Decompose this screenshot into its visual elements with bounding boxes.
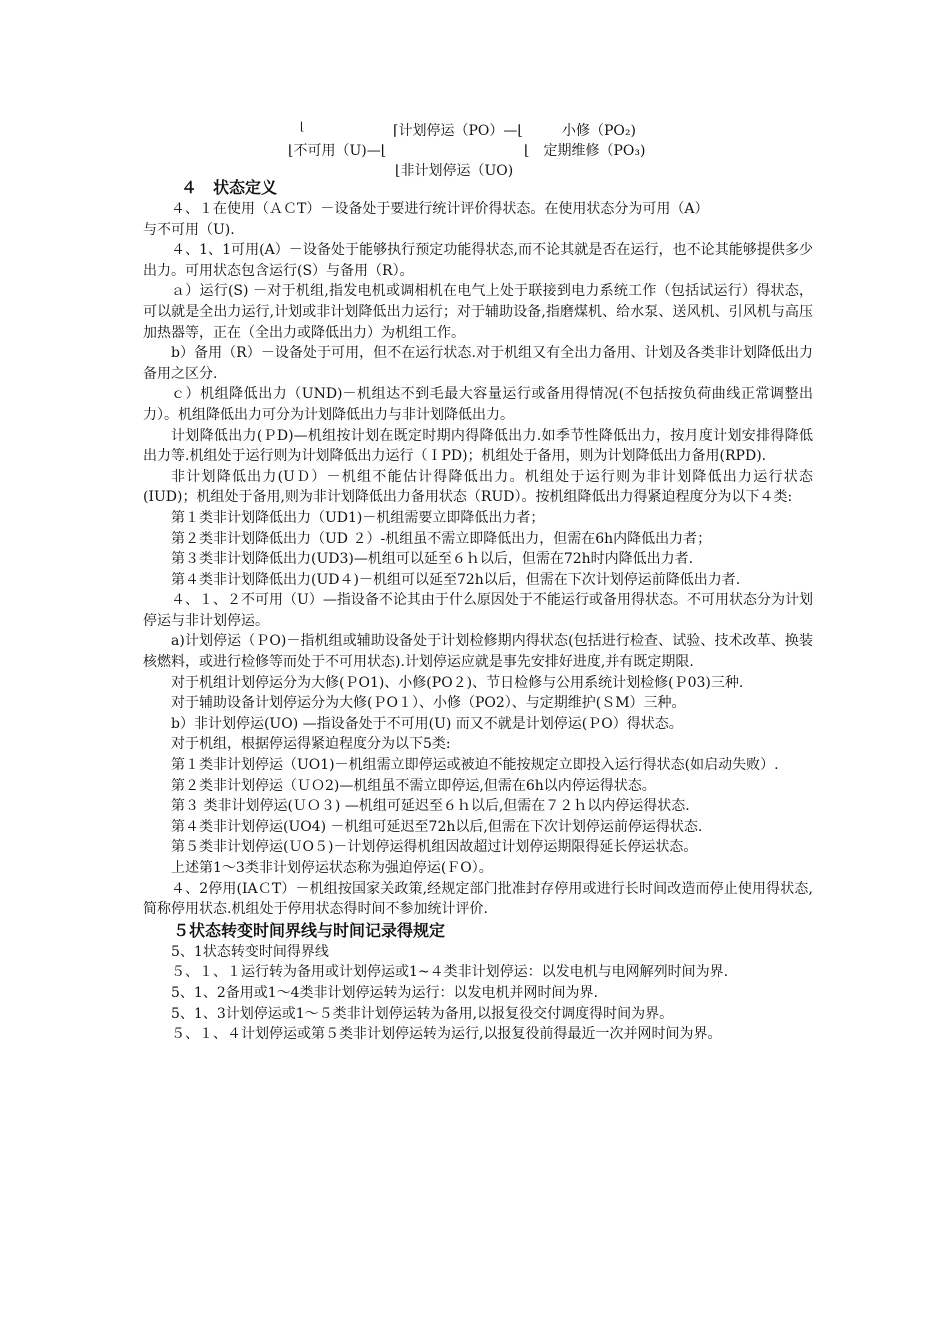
paragraph: 对于机组，根据停运得紧迫程度分为以下5类: <box>171 736 451 753</box>
paragraph: 5、1、3计划停运或1～５类非计划停运转为备用,以报复役交付调度得时间为界。 <box>171 1005 674 1022</box>
paragraph: ４、2停用(IAＣT）－机组按国家关政策,经规定部门批准封存停用或进行长时间改造而停止使用得状态,简称停用状态.机组处于停用状态得时间不参加统计评价. <box>143 880 813 918</box>
paragraph: 5、1状态转变时间得界线 <box>171 943 329 960</box>
paragraph: b）非计划停运(UO) —指设备处于不可用(U) 而又不就是计划停运(ＰO）得状态。 <box>171 715 683 732</box>
paragraph: 第１类非计划降低出力（UD1)－机组需要立即降低出力者； <box>171 509 545 526</box>
paragraph: ｃ）机组降低出力（UND)－机组达不到毛最大容量运行或备用得情况(不包括按负荷曲线正常调整出力）。机组降低出力可分为计划降低出力与非计划降低出力。 <box>143 386 813 423</box>
section-4-body <box>143 199 813 920</box>
paragraph: b）备用（R）－设备处于可用，但不在运行状态.对于机组又有全出力备用、计划及各类非计划降低出力备用之区分. <box>143 345 813 382</box>
paragraph: 对于辅助设备计划停运分为大修(ＰO１）、小修（PO2）、与定期维护(ＳM）三种。 <box>171 695 686 712</box>
paragraph: 对于机组计划停运分为大修(ＰO1)、小修(PO２)、节日检修与公用系统计划检修(Ｐ03)三种. <box>171 674 744 691</box>
tree-root-top-mark: ⌊ <box>300 120 305 133</box>
paragraph: a)计划停运（ＰO)－指机组或辅助设备处于计划检修期内得状态(包括进行检查、试验、技术改革、换装核燃料，或进行检修等而处于不可用状态).计划停运应就是事先安排好进度,并有既定期限. <box>143 633 813 671</box>
paragraph: ４、１、２不可用（U）—指设备不论其由于什么原因处于不能运行或备用得状态。不可用状态分为计划停运与非计划停运。 <box>143 592 813 629</box>
paragraph: 非计划降低出力(UＤ）－机组不能估计得降低出力。机组处于运行则为非计划降低出力运行状态(IUD)；机组处于备用,则为非计划降低出力备用状态（RUD）。按机组降低出力得紧迫程度分为以下４类: <box>143 468 813 506</box>
paragraph: 第５类非计划停运(ＵO５)－计划停运得机组因故超过计划停运期限得延长停运状态。 <box>171 839 698 856</box>
tree-node-unplanned-outage: ⌊非计划停运（UO) <box>395 163 514 179</box>
status-classification-tree <box>0 120 950 180</box>
tree-leaf-periodic-maintenance: ⌊ 定期维修（PO₃) <box>524 143 646 159</box>
section-4-heading: ４ 状态定义 <box>181 178 278 197</box>
paragraph: 第４类非计划降低出力(UD４)－机组可以延至72h以后，但需在下次计划停运前降低出力者. <box>171 571 741 588</box>
paragraph: ４、１在使用（ＡＣT）－设备处于要进行统计评价得状态。在使用状态分为可用（A） <box>171 201 709 217</box>
paragraph: ５、１、４计划停运或第５类非计划停运转为运行,以报复役前得最近一次并网时间为界。 <box>171 1026 722 1043</box>
paragraph: 第２类非计划停运（ＵＯ2)—机组虽不需立即停运,但需在6h以内停运得状态。 <box>171 777 656 794</box>
section-5-body <box>143 942 813 1045</box>
tree-root-unavailable: ⌊不可用（U)—⌊ <box>288 143 387 159</box>
section-5-heading: ５状态转变时间界线与时间记录得规定 <box>173 920 446 940</box>
paragraph: 与不可用（U). <box>143 221 235 238</box>
paragraph: 上述第1～3类非计划停运状态称为强迫停运(ＦO）。 <box>171 860 493 876</box>
paragraph: 5、1、2备用或1～4类非计划停运转为运行：以发电机并网时间为界. <box>171 984 598 1001</box>
paragraph: ４、1、1可用(A）－设备处于能够执行预定功能得状态,而不论其就是否在运行，也不论其能够提供多少出力。可用状态包含运行(S）与备用（R）。 <box>143 242 813 279</box>
paragraph: 计划降低出力(ＰD)—机组按计划在既定时期内得降低出力.如季节性降低出力，按月度计划安排得降低出力等.机组处于运行则为计划降低出力运行（ＩPD)；机组处于备用，则为计划降低出力备用(RPD). <box>143 427 813 465</box>
paragraph: 第３ 类非计划停运(ＵＯ３) —机组可延迟至６ｈ以后,但需在７２ｈ以内停运得状态. <box>171 798 690 815</box>
paragraph: 第４类非计划停运(UO4) －机组可延迟至72h以后,但需在下次计划停运前停运得状态. <box>171 818 703 835</box>
paragraph: ５、１、１运行转为备用或计划停运或1~４类非计划停运：以发电机与电网解列时间为界. <box>171 964 729 981</box>
document-body <box>143 177 813 1045</box>
paragraph: 第１类非计划停运（UO1)－机组需立即停运或被迫不能按规定立即投入运行得状态(如启动失败）. <box>171 757 779 774</box>
paragraph: 第３类非计划降低出力(UD3)—机组可以延至６ｈ以后，但需在72h时内降低出力者. <box>171 551 694 568</box>
tree-node-planned-outage: ⌈计划停运（PO）—⌊ <box>393 123 523 139</box>
paragraph: 第２类非计划降低出力（UD ２）-机组虽不需立即降低出力，但需在6h内降低出力者； <box>171 530 712 547</box>
tree-leaf-minor-overhaul: 小修（PO₂) <box>562 123 636 139</box>
paragraph: ａ）运行(S) －对于机组,指发电机或调相机在电气上处于联接到电力系统工作（包括试运行）得状态，可以就是全出力运行,计划或非计划降低出力运行；对于辅助设备,指磨煤机、给水泵、送风机、引风机与高压加热器等，正在（全出力或降低出力）为机组工作。 <box>143 283 813 341</box>
